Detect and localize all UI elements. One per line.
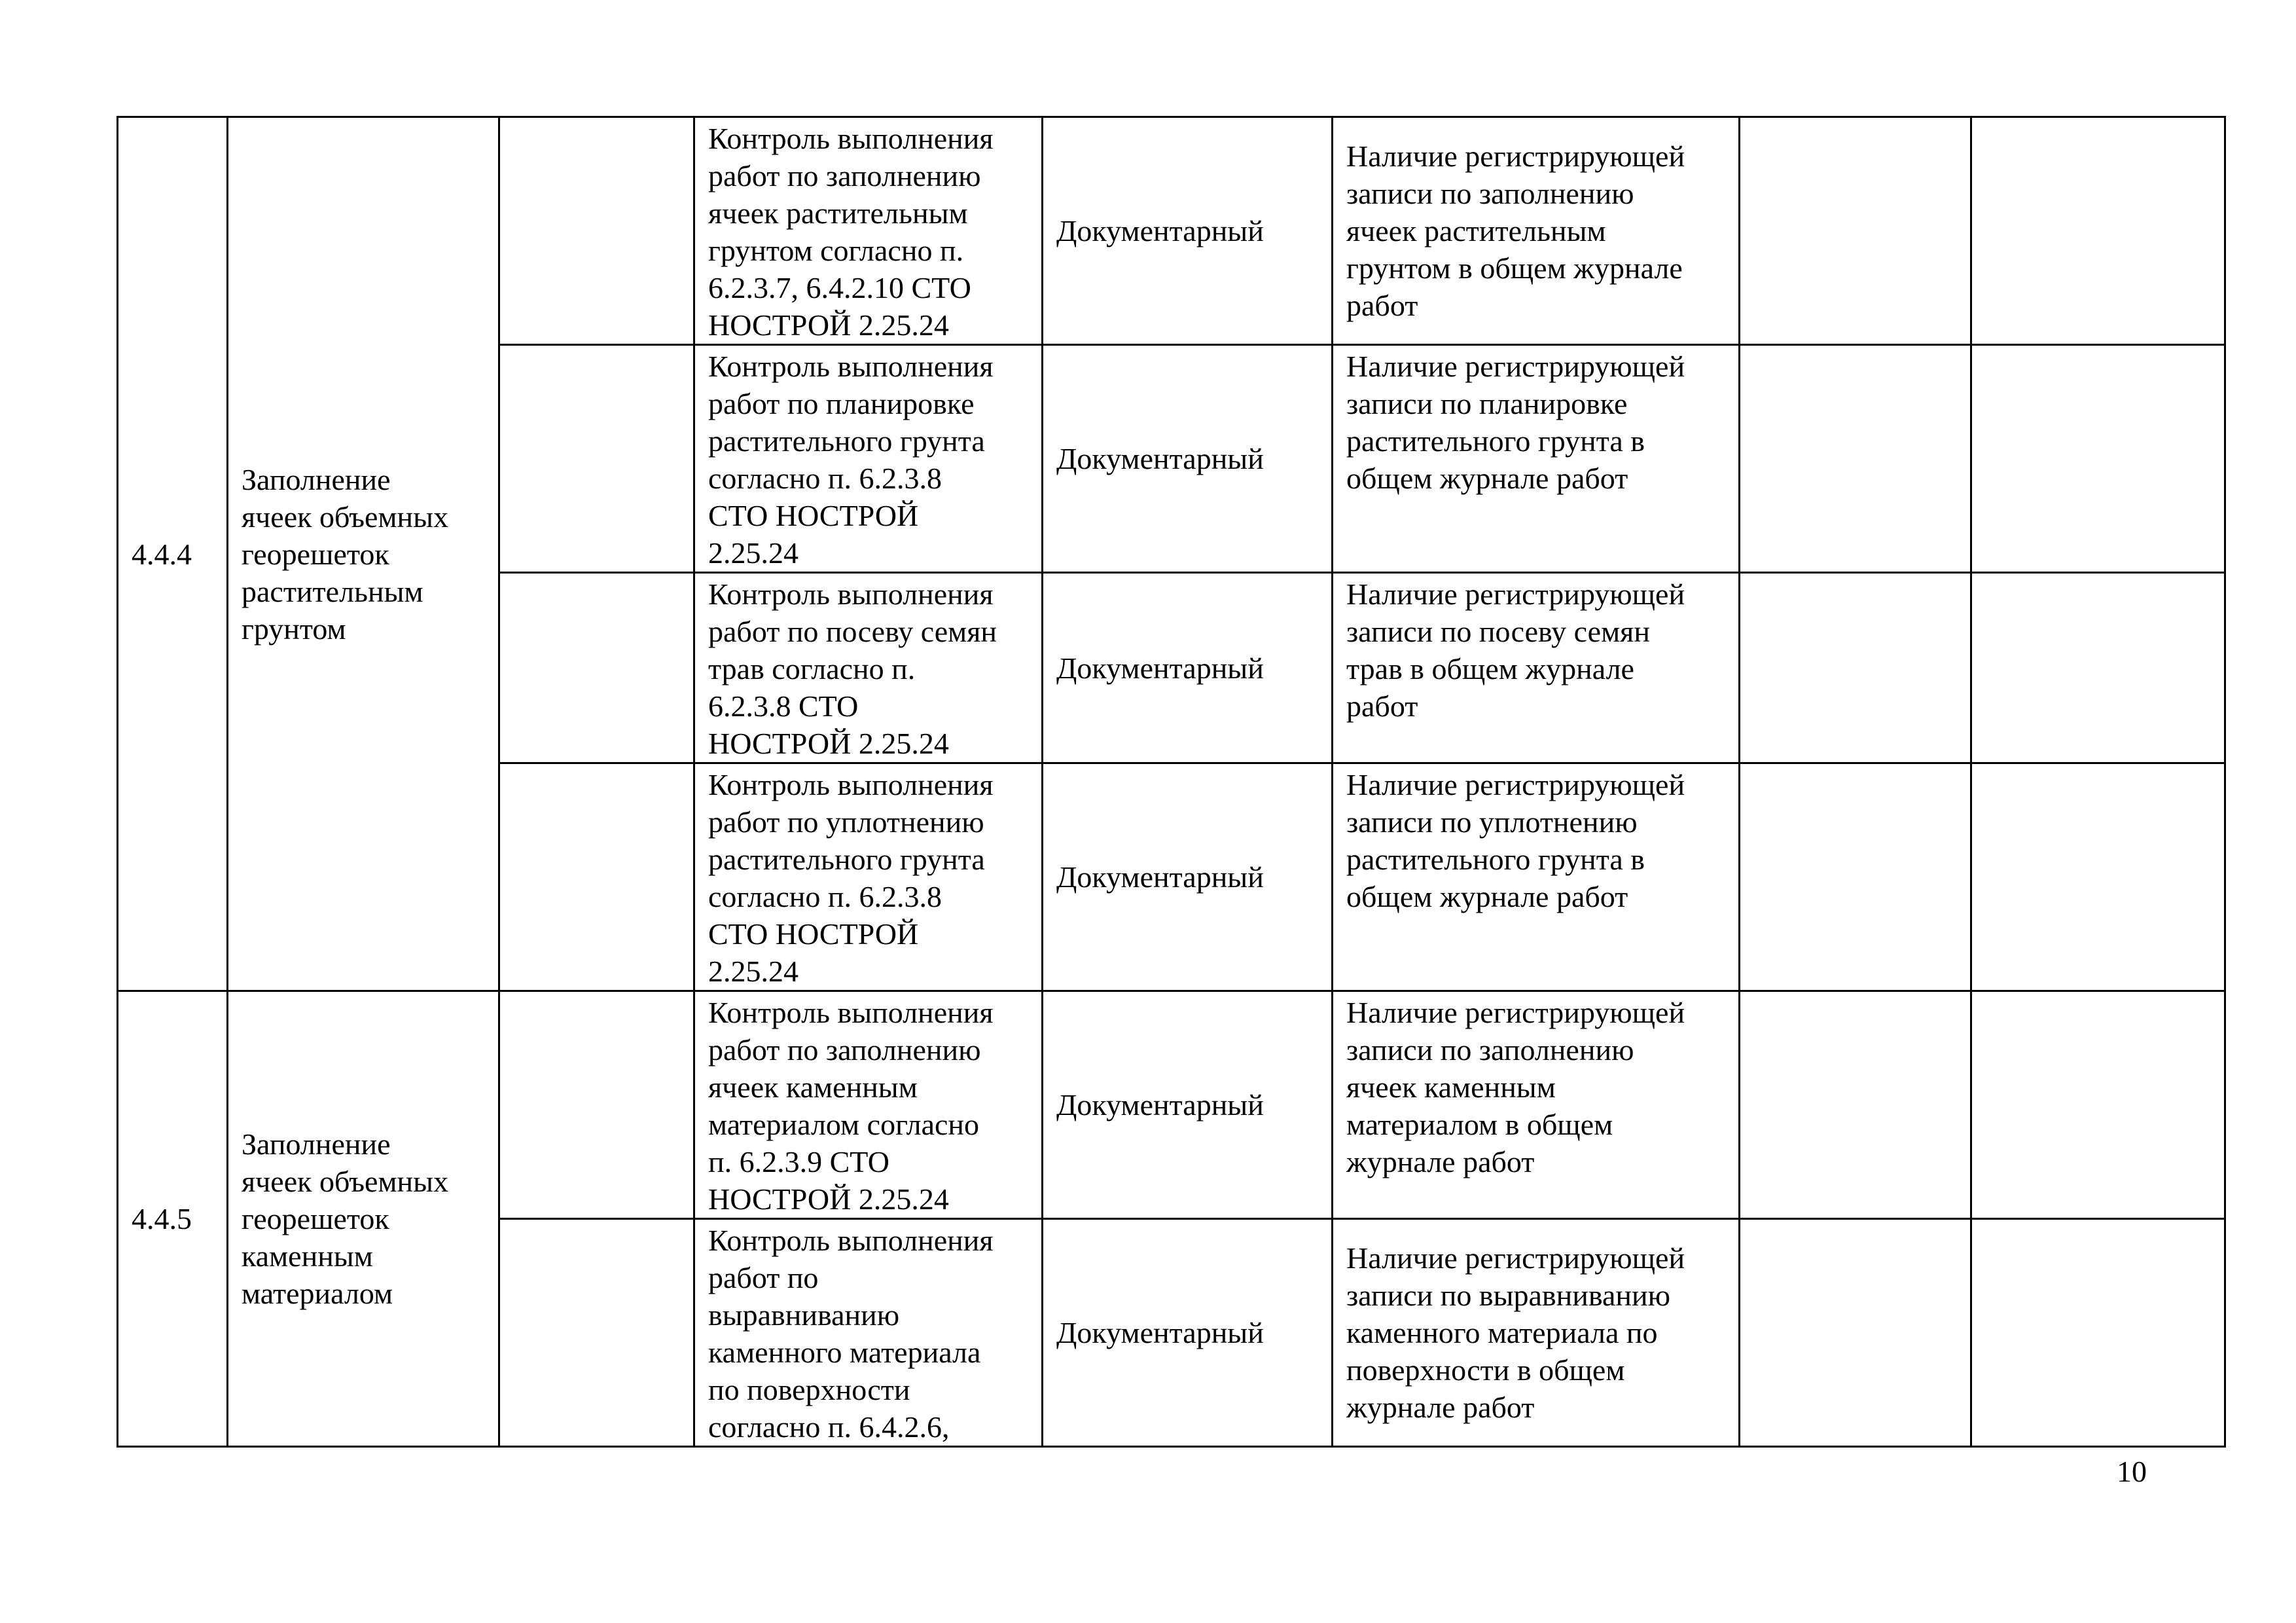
method-cell: Документарный	[1043, 117, 1333, 345]
empty-cell	[1971, 345, 2225, 573]
empty-cell	[1971, 117, 2225, 345]
empty-cell	[499, 117, 694, 345]
empty-cell	[1971, 991, 2225, 1219]
empty-cell	[1740, 345, 1971, 573]
empty-cell	[1740, 573, 1971, 763]
result-cell: Наличие регистрирующей записи по уплотнению растительного грунта в общем журнале работ	[1333, 763, 1740, 991]
empty-cell	[499, 573, 694, 763]
empty-cell	[1971, 763, 2225, 991]
empty-cell	[1971, 1219, 2225, 1447]
result-cell: Наличие регистрирующей записи по заполнению ячеек растительным грунтом в общем журнале работ	[1333, 117, 1740, 345]
page-number: 10	[2117, 1455, 2147, 1488]
empty-cell	[499, 345, 694, 573]
method-cell: Документарный	[1043, 573, 1333, 763]
control-cell: Контроль выполнения работ по уплотнению растительного грунта согласно п. 6.2.3.8 СТО НОСТРОЙ 2.25.24	[694, 763, 1043, 991]
table-row	[118, 117, 2225, 345]
result-cell: Наличие регистрирующей записи по планировке растительного грунта в общем журнале работ	[1333, 345, 1740, 573]
result-cell: Наличие регистрирующей записи по заполнению ячеек каменным материалом в общем журнале работ	[1333, 991, 1740, 1219]
control-cell: Контроль выполнения работ по выравниванию каменного материала по поверхности согласно п. 6.4.2.6,	[694, 1219, 1043, 1447]
work-name-cell: Заполнение ячеек объемных георешеток растительным грунтом	[228, 117, 499, 991]
control-cell: Контроль выполнения работ по заполнению ячеек растительным грунтом согласно п. 6.2.3.7, 6.4.2.10 СТО НОСТРОЙ 2.25.24	[694, 117, 1043, 345]
control-table	[117, 116, 2226, 1448]
method-cell: Документарный	[1043, 991, 1333, 1219]
result-cell: Наличие регистрирующей записи по выравниванию каменного материала по поверхности в общем журнале работ	[1333, 1219, 1740, 1447]
control-cell: Контроль выполнения работ по планировке растительного грунта согласно п. 6.2.3.8 СТО НОСТРОЙ 2.25.24	[694, 345, 1043, 573]
control-cell: Контроль выполнения работ по заполнению ячеек каменным материалом согласно п. 6.2.3.9 СТО НОСТРОЙ 2.25.24	[694, 991, 1043, 1219]
item-number-cell: 4.4.4	[118, 117, 228, 991]
empty-cell	[1971, 573, 2225, 763]
method-cell: Документарный	[1043, 345, 1333, 573]
table-row	[118, 991, 2225, 1219]
empty-cell	[499, 991, 694, 1219]
empty-cell	[499, 763, 694, 991]
empty-cell	[499, 1219, 694, 1447]
work-name-cell: Заполнение ячеек объемных георешеток каменным материалом	[228, 991, 499, 1447]
empty-cell	[1740, 991, 1971, 1219]
control-cell: Контроль выполнения работ по посеву семян трав согласно п. 6.2.3.8 СТО НОСТРОЙ 2.25.24	[694, 573, 1043, 763]
result-cell: Наличие регистрирующей записи по посеву семян трав в общем журнале работ	[1333, 573, 1740, 763]
method-cell: Документарный	[1043, 763, 1333, 991]
item-number-cell: 4.4.5	[118, 991, 228, 1447]
empty-cell	[1740, 1219, 1971, 1447]
empty-cell	[1740, 763, 1971, 991]
method-cell: Документарный	[1043, 1219, 1333, 1447]
empty-cell	[1740, 117, 1971, 345]
